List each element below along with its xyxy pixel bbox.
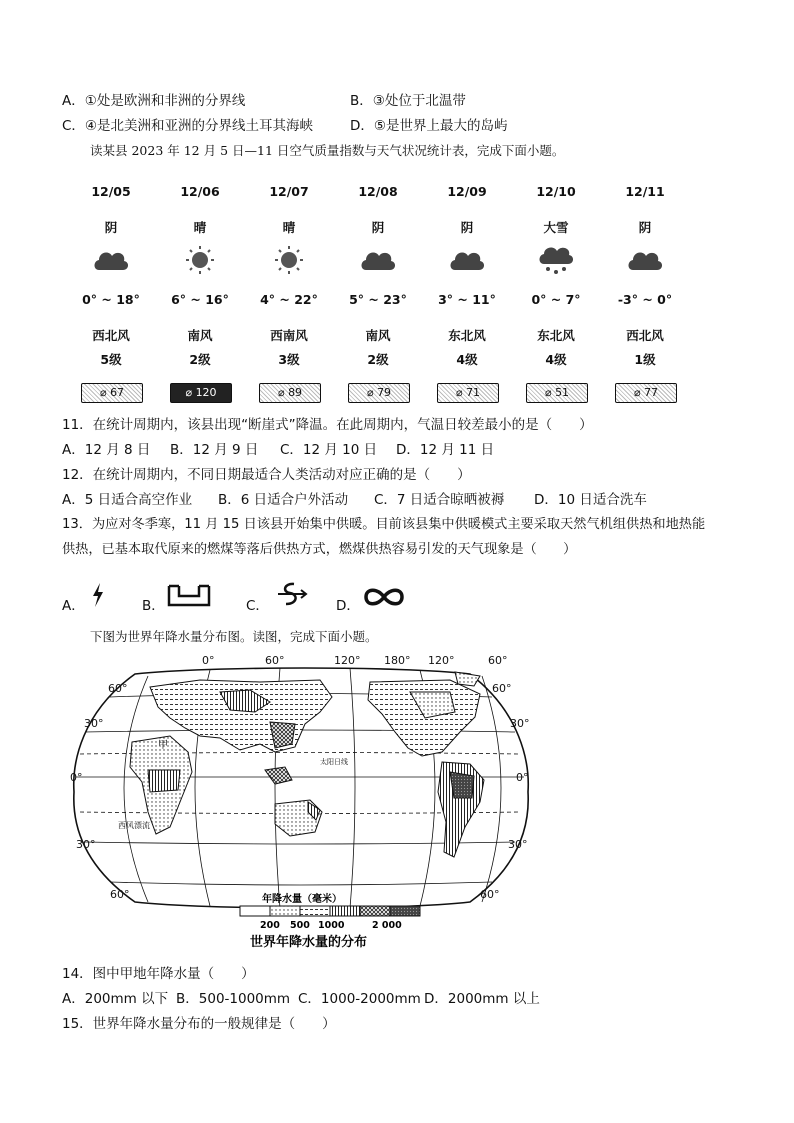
weather-aqi-badge bbox=[81, 383, 143, 403]
weather-wind-level: 2级 bbox=[367, 352, 389, 367]
q14-option-d[interactable]: D．2000mm 以上 bbox=[424, 991, 540, 1007]
weather-wind-level: 1级 bbox=[634, 352, 656, 367]
weather-aqi-value: 67 bbox=[110, 386, 125, 399]
weather-wind-direction: 西南风 bbox=[270, 328, 308, 343]
q13-option-c-label[interactable]: C． bbox=[246, 598, 269, 614]
weather-aqi-badge bbox=[437, 383, 499, 403]
sun-icon bbox=[180, 244, 220, 276]
weather-condition: 晴 bbox=[282, 220, 296, 235]
q13-option-a-label[interactable]: A． bbox=[62, 598, 85, 614]
intro-weather: 读某县 2023 年 12 月 5 日—11 日空气质量指数与天气状况统计表，完成下面小题。 bbox=[90, 143, 565, 158]
weather-temperature: 0° ~ 18° bbox=[82, 292, 140, 307]
weather-date: 12/05 bbox=[91, 184, 131, 199]
sun-icon bbox=[269, 244, 309, 276]
q14-option-b[interactable]: B．500-1000mm bbox=[176, 991, 291, 1007]
leaf-icon: ⌀ bbox=[366, 386, 378, 399]
q11-option-d[interactable]: D．12 月 11 日 bbox=[396, 442, 495, 458]
leaf-icon: ⌀ bbox=[277, 386, 289, 399]
weather-aqi-badge bbox=[615, 383, 677, 403]
map-top-label: 180° bbox=[384, 654, 411, 667]
map-left-label: 0° bbox=[70, 771, 83, 784]
haze-infinity-symbol-icon bbox=[362, 586, 406, 608]
map-right-label: 30° bbox=[510, 717, 530, 730]
map-label-dateline: 太阳日线 bbox=[320, 758, 348, 766]
q10-options-row1 bbox=[62, 92, 466, 110]
weather-date: 12/08 bbox=[358, 184, 398, 199]
weather-condition: 晴 bbox=[193, 220, 207, 235]
weather-temperature: 6° ~ 16° bbox=[171, 292, 229, 307]
cloud-icon bbox=[358, 244, 398, 276]
weather-wind-direction: 西北风 bbox=[626, 328, 664, 343]
weather-condition: 阴 bbox=[638, 220, 652, 235]
q11-option-c[interactable]: C．12 月 10 日 bbox=[280, 442, 378, 458]
weather-temperature: 4° ~ 22° bbox=[260, 292, 318, 307]
weather-aqi-value: 120 bbox=[195, 386, 217, 399]
q12-option-b[interactable]: B．6 日适合户外活动 bbox=[218, 492, 349, 508]
weather-wind-direction: 南风 bbox=[187, 328, 213, 343]
q14-option-c[interactable]: C．1000-2000mm bbox=[298, 991, 421, 1007]
q11-options bbox=[62, 441, 494, 459]
map-top-label: 120° bbox=[334, 654, 361, 667]
q14-options bbox=[62, 990, 540, 1008]
legend-tick: 2 000 bbox=[372, 920, 402, 931]
map-right-label: 0° bbox=[516, 771, 529, 784]
weather-condition: 阴 bbox=[460, 220, 474, 235]
q12-option-a[interactable]: A．5 日适合高空作业 bbox=[62, 492, 193, 508]
map-top-label: 60° bbox=[488, 654, 508, 667]
weather-date: 12/07 bbox=[269, 184, 309, 199]
q15-stem: 15．世界年降水量分布的一般规律是（ ） bbox=[62, 1016, 336, 1032]
map-top-label: 60° bbox=[265, 654, 285, 667]
map-top-label: 0° bbox=[202, 654, 215, 667]
weather-wind-direction: 东北风 bbox=[537, 328, 575, 343]
q10-option-a[interactable]: A．①处是欧洲和非洲的分界线 bbox=[62, 93, 246, 109]
weather-wind-level: 2级 bbox=[189, 352, 211, 367]
leaf-icon: ⌀ bbox=[185, 386, 196, 399]
weather-condition: 大雪 bbox=[543, 220, 569, 235]
map-left-label: 60° bbox=[110, 888, 130, 901]
weather-date: 12/06 bbox=[180, 184, 220, 199]
weather-wind-direction: 西北风 bbox=[92, 328, 130, 343]
weather-aqi-value: 79 bbox=[377, 386, 392, 399]
weather-condition: 阴 bbox=[104, 220, 118, 235]
q12-option-c[interactable]: C．7 日适合晾晒被褥 bbox=[374, 492, 505, 508]
snow-cloud-icon bbox=[536, 244, 576, 276]
weather-temperature: 5° ~ 23° bbox=[349, 292, 407, 307]
map-caption: 世界年降水量的分布 bbox=[250, 935, 368, 950]
q12-stem: 12．在统计周期内，不同日期最适合人类活动对应正确的是（ ） bbox=[62, 467, 471, 483]
weather-date: 12/09 bbox=[447, 184, 487, 199]
q13-option-d-label[interactable]: D． bbox=[336, 598, 360, 614]
map-left-label: 30° bbox=[76, 838, 96, 851]
q13-stem-line2: 供热，已基本取代原来的燃煤等落后供热方式，燃煤供热容易引发的天气现象是（ ） bbox=[62, 542, 577, 557]
leaf-icon: ⌀ bbox=[633, 386, 645, 399]
weather-aqi-value: 51 bbox=[555, 386, 570, 399]
map-right-label: 60° bbox=[492, 682, 512, 695]
q10-option-c[interactable]: C．④是北美洲和亚洲的分界线土耳其海峡 bbox=[62, 118, 314, 134]
weather-wind-level: 3级 bbox=[278, 352, 300, 367]
map-label-jia: 甲 bbox=[158, 740, 168, 751]
weather-date: 12/10 bbox=[536, 184, 576, 199]
legend-tick: 200 bbox=[260, 920, 280, 931]
weather-aqi-value: 71 bbox=[466, 386, 481, 399]
cloud-icon bbox=[447, 244, 487, 276]
weather-aqi-value: 89 bbox=[288, 386, 303, 399]
q13-option-b-label[interactable]: B． bbox=[142, 598, 165, 614]
legend-tick: 500 bbox=[290, 920, 310, 931]
intro-precipitation-map: 下图为世界年降水量分布图。读图，完成下面小题。 bbox=[90, 629, 378, 644]
q14-option-a[interactable]: A．200mm 以下 bbox=[62, 991, 169, 1007]
weather-aqi-badge bbox=[170, 383, 232, 403]
lightning-symbol-icon bbox=[90, 582, 106, 608]
q13-stem-line1: 13．为应对冬季寒，11 月 15 日该县开始集中供暖。目前该县集中供暖模式主要采取天然气机组供热和地热能 bbox=[62, 517, 706, 532]
weather-wind-direction: 东北风 bbox=[448, 328, 486, 343]
leaf-icon: ⌀ bbox=[544, 386, 556, 399]
leaf-icon: ⌀ bbox=[99, 386, 111, 399]
map-left-label: 60° bbox=[108, 682, 128, 695]
weather-temperature: 0° ~ 7° bbox=[531, 292, 581, 307]
map-right-label: 60° bbox=[480, 888, 500, 901]
q14-stem: 14．图中甲地年降水量（ ） bbox=[62, 966, 255, 982]
weather-table bbox=[68, 178, 688, 408]
cloud-icon bbox=[91, 244, 131, 276]
weather-temperature: -3° ~ 0° bbox=[617, 292, 673, 307]
weather-wind-level: 4级 bbox=[545, 352, 567, 367]
weather-wind-level: 5级 bbox=[100, 352, 122, 367]
weather-wind-level: 4级 bbox=[456, 352, 478, 367]
world-precipitation-map bbox=[70, 652, 530, 952]
legend-title: 年降水量（毫米） bbox=[262, 894, 342, 905]
cloud-icon bbox=[625, 244, 665, 276]
q12-options bbox=[62, 491, 647, 509]
weather-date: 12/11 bbox=[625, 184, 665, 199]
dust-haze-symbol-icon bbox=[166, 584, 212, 608]
weather-aqi-badge bbox=[526, 383, 588, 403]
q10-option-d[interactable]: D．⑤是世界上最大的岛屿 bbox=[350, 118, 508, 134]
map-top-label: 120° bbox=[428, 654, 455, 667]
q10-option-b[interactable]: B．③处位于北温带 bbox=[350, 93, 466, 109]
map-left-label: 30° bbox=[84, 717, 104, 730]
sandstorm-symbol-icon bbox=[276, 580, 310, 610]
map-label-west-wind: 西风漂流 bbox=[118, 821, 150, 830]
q11-option-a[interactable]: A．12 月 8 日 bbox=[62, 442, 151, 458]
q11-stem: 11．在统计周期内，该县出现“断崖式”降温。在此周期内，气温日较差最小的是（ ） bbox=[62, 417, 593, 433]
legend-tick: 1000 bbox=[318, 920, 345, 931]
weather-condition: 阴 bbox=[371, 220, 385, 235]
q10-options-row2 bbox=[62, 117, 508, 135]
q11-option-b[interactable]: B．12 月 9 日 bbox=[170, 442, 259, 458]
map-right-label: 30° bbox=[508, 838, 528, 851]
weather-aqi-badge bbox=[259, 383, 321, 403]
weather-aqi-value: 77 bbox=[644, 386, 659, 399]
q12-option-d[interactable]: D．10 日适合洗车 bbox=[534, 492, 647, 508]
weather-temperature: 3° ~ 11° bbox=[438, 292, 496, 307]
weather-aqi-badge bbox=[348, 383, 410, 403]
weather-wind-direction: 南风 bbox=[365, 328, 391, 343]
leaf-icon: ⌀ bbox=[455, 386, 467, 399]
